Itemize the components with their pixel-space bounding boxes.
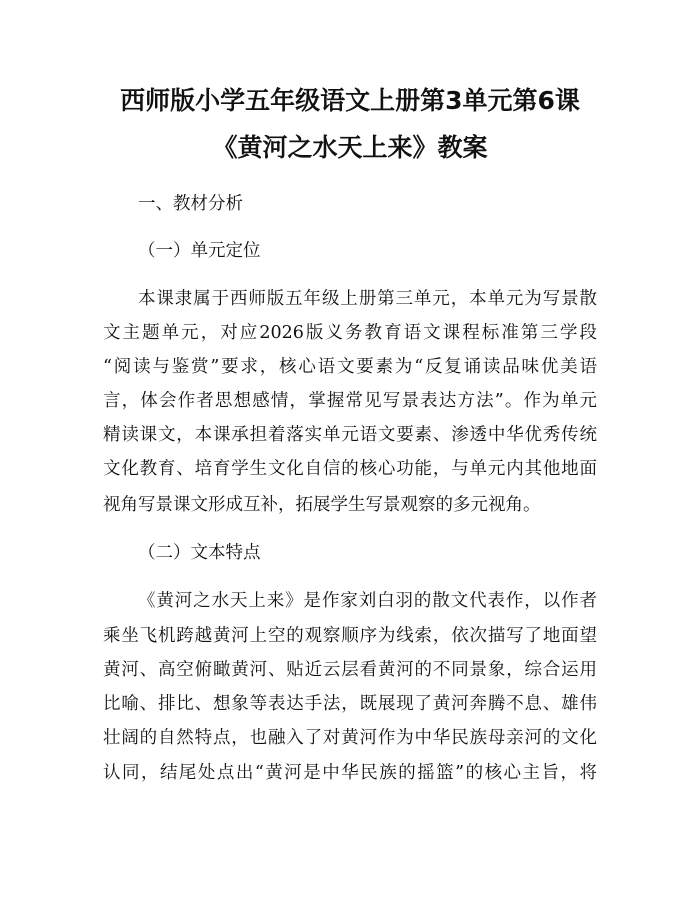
paragraph-2-line-4: 比喻、排比、想象等表达手法，既展现了黄河奔腾不息、雄伟 bbox=[103, 694, 597, 714]
paragraph-2-line-2: 乘坐飞机跨越黄河上空的观察顺序为线索，依次描写了地面望 bbox=[103, 626, 597, 646]
paragraph-1-line-5: 精读课文，本课承担着落实单元语文要素、渗透中华优秀传统 bbox=[103, 425, 597, 445]
paragraph-2-line-1: 《黄河之水天上来》是作家刘白羽的散文代表作，以作者 bbox=[138, 591, 597, 611]
paragraph-2-line-5: 壮阔的自然特点，也融入了对黄河作为中华民族母亲河的文化 bbox=[103, 728, 597, 748]
document-title-line-2: 《黄河之水天上来》教案 bbox=[212, 133, 488, 162]
paragraph-1-line-3: “阅读与鉴赏”要求，核心语文要素为“反复诵读品味优美语 bbox=[103, 357, 597, 377]
subsection-heading-unit-positioning: （一）单元定位 bbox=[138, 241, 261, 261]
paragraph-1-line-2: 文主题单元，对应2026版义务教育语文课程标准第三学段 bbox=[103, 323, 597, 343]
document-title-line-1: 西师版小学五年级语文上册第3单元第6课 bbox=[120, 86, 580, 115]
paragraph-2-line-6: 认同，结尾处点出“黄河是中华民族的摇篮”的核心主旨，将 bbox=[103, 763, 597, 783]
section-heading-teaching-material-analysis: 一、教材分析 bbox=[138, 194, 243, 214]
subsection-heading-text-features: （二）文本特点 bbox=[138, 543, 261, 563]
paragraph-1-line-4: 言，体会作者思想感情，掌握常见写景表达方法”。作为单元 bbox=[103, 391, 597, 411]
paragraph-1-line-7: 视角写景课文形成互补，拓展学生写景观察的多元视角。 bbox=[103, 495, 541, 515]
paragraph-2-line-3: 黄河、高空俯瞰黄河、贴近云层看黄河的不同景象，综合运用 bbox=[103, 660, 597, 680]
paragraph-1-line-6: 文化教育、培育学生文化自信的核心功能，与单元内其他地面 bbox=[103, 459, 597, 479]
paragraph-1-line-1: 本课隶属于西师版五年级上册第三单元，本单元为写景散 bbox=[138, 289, 597, 309]
